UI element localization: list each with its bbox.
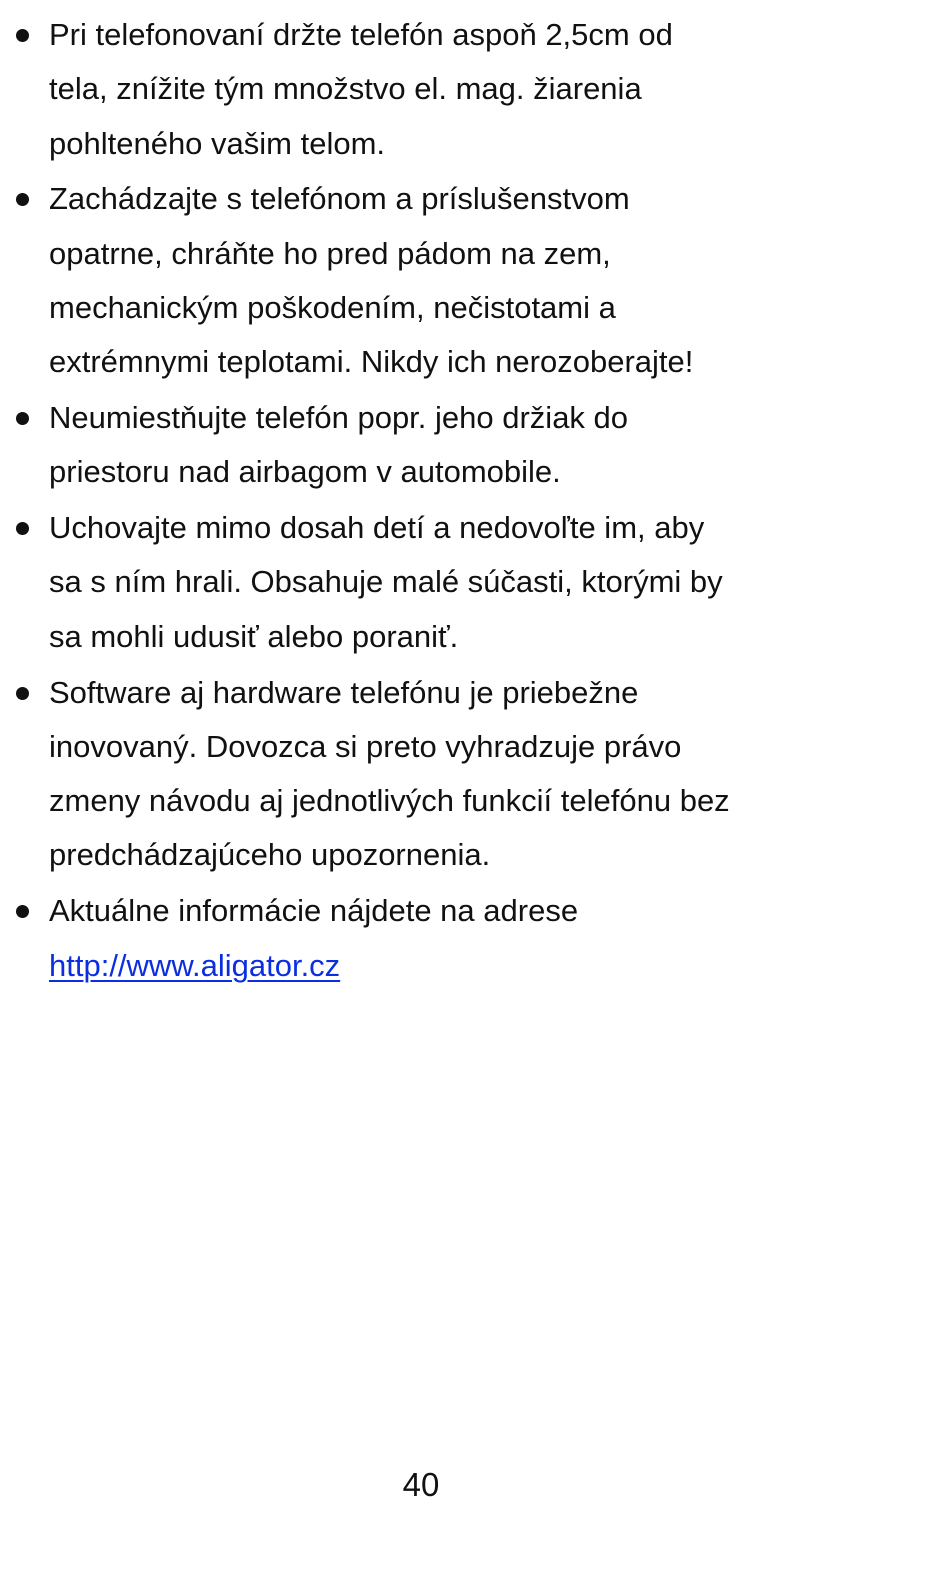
list-item-line: zmeny návodu aj jednotlivých funkcií telefónu bez	[49, 783, 730, 819]
bullet-icon	[16, 193, 29, 206]
list-item	[0, 391, 950, 500]
page-number: 40	[402, 1466, 440, 1503]
list-item-line: Aktuálne informácie nájdete na adrese	[49, 893, 579, 929]
list-item-line: inovovaný. Dovozca si preto vyhradzuje právo	[49, 728, 682, 764]
list-item-line: opatrne, chráňte ho pred pádom na zem,	[49, 235, 611, 271]
list-item	[0, 501, 950, 664]
list-item	[0, 666, 950, 883]
list-item-line: sa mohli udusiť alebo poraniť.	[49, 618, 459, 654]
list-item-line: Neumiestňujte telefón popr. jeho držiak do	[49, 400, 629, 436]
list-item-line: extrémnymi teplotami. Nikdy ich nerozoberajte!	[49, 344, 694, 380]
bullet-icon	[16, 412, 29, 425]
list-item	[0, 172, 950, 389]
document-body	[0, 8, 950, 994]
list-item-line: tela, znížite tým množstvo el. mag. žiarenia	[49, 71, 642, 107]
bullet-icon	[16, 905, 29, 918]
list-item-line: Zachádzajte s telefónom a príslušenstvom	[49, 181, 630, 217]
list-item	[0, 884, 950, 993]
list-item-line: Pri telefonovaní držte telefón aspoň 2,5cm od	[49, 17, 673, 52]
list-item-line: Software aj hardware telefónu je priebežne	[49, 674, 639, 710]
list-item-line: pohlteného vašim telom.	[49, 125, 386, 161]
aligator-website-link[interactable]: http://www.aligator.cz	[49, 947, 341, 983]
bullet-icon	[16, 522, 29, 535]
list-item-line: sa s ním hrali. Obsahuje malé súčasti, ktorými by	[49, 564, 723, 600]
safety-bullet-list	[0, 8, 950, 993]
list-item-line: Uchovajte mimo dosah detí a nedovoľte im, aby	[49, 510, 705, 546]
bullet-icon	[16, 687, 29, 700]
list-item	[0, 8, 950, 171]
bullet-icon	[16, 29, 29, 42]
link-line	[49, 939, 850, 993]
list-item-line: mechanickým poškodením, nečistotami a	[49, 289, 616, 325]
list-item-line: predchádzajúceho upozornenia.	[49, 837, 491, 873]
list-item-line: priestoru nad airbagom v automobile.	[49, 454, 561, 490]
